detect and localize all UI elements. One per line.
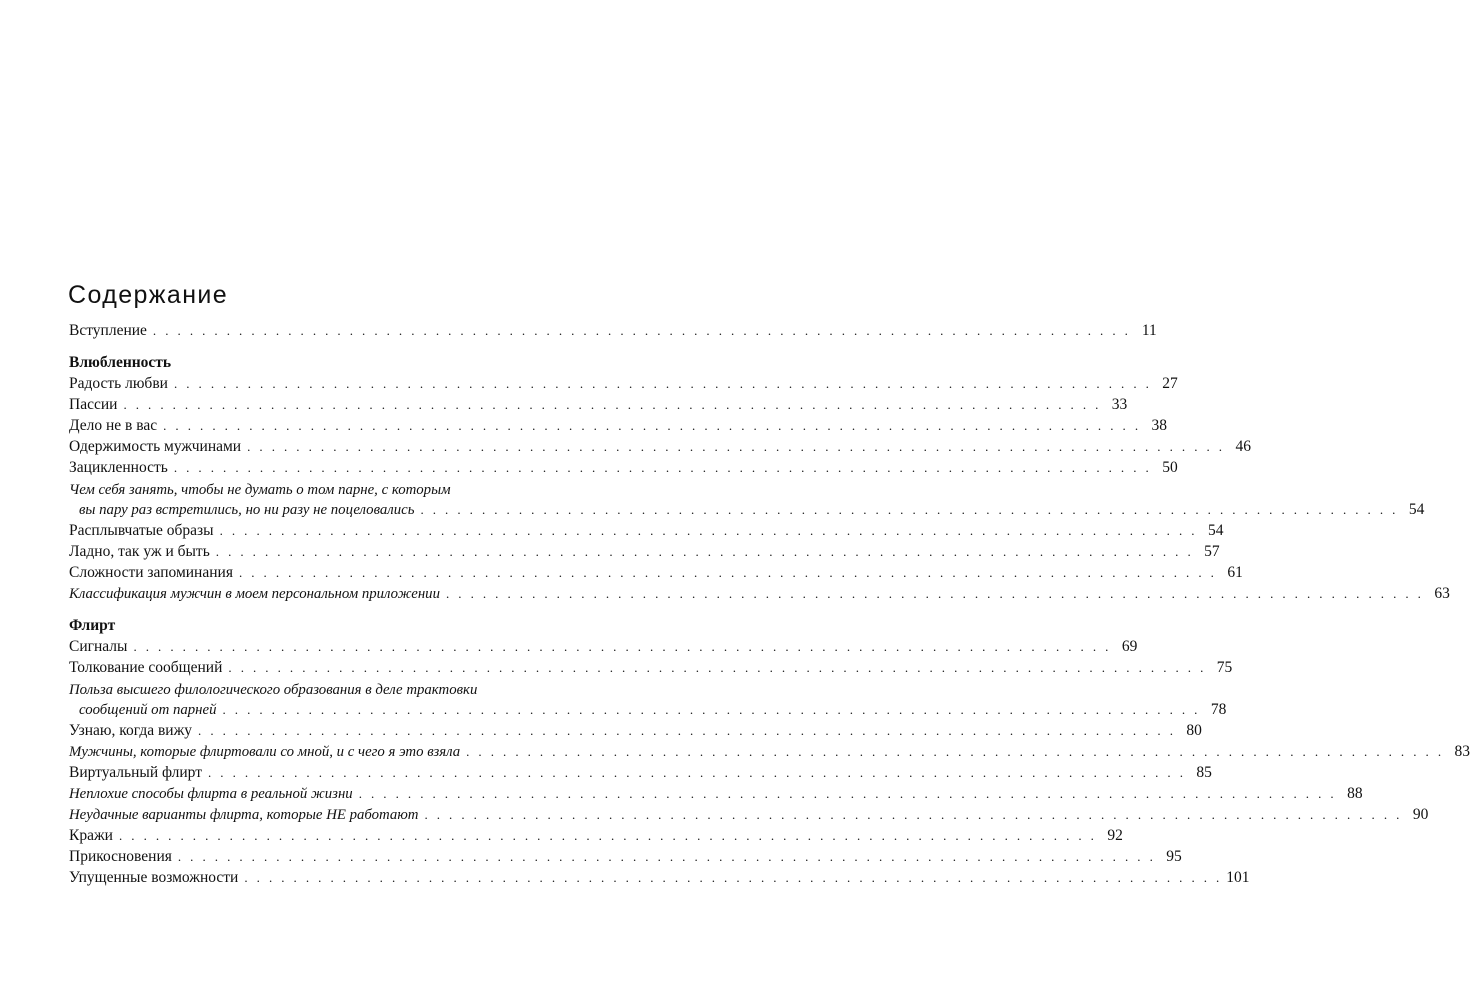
dot-leader: . . . . . . . . . . . . . . . . . . . . . . . . . . . . . . . . . . . . . . . . . . . . . . . . . . . . . . . . . . . . . . . . . . . . . . . . . . . . . . . .	[118, 828, 1097, 843]
toc-entry	[69, 722, 1202, 743]
dot-leader: . . . . . . . . . . . . . . . . . . . . . . . . . . . . . . . . . . . . . . . . . . . . . . . . . . . . . . . . . . . . . . . . . . . . . . . . . . . . . . . .	[466, 744, 1444, 759]
toc-entry	[69, 459, 1178, 480]
toc-entry	[69, 417, 1167, 438]
dot-leader: . . . . . . . . . . . . . . . . . . . . . . . . . . . . . . . . . . . . . . . . . . . . . . . . . . . . . . . . . . . . . . . . . . . . . . . . . . . . . . . .	[358, 786, 1337, 801]
toc-entry	[69, 585, 1450, 606]
toc-entry-label: Зацикленность	[69, 459, 168, 476]
toc-entry-page: 75	[1216, 659, 1233, 676]
dot-leader: . . . . . . . . . . . . . . . . . . . . . . . . . . . . . . . . . . . . . . . . . . . . . . . . . . . . . . . . . . . . . . . . . . . . . . . . . . . . . . . .	[244, 870, 1223, 885]
toc-entry	[69, 322, 1157, 343]
toc-entry-label: Польза высшего филологического образования в деле трактовки	[69, 682, 478, 698]
dot-leader: . . . . . . . . . . . . . . . . . . . . . . . . . . . . . . . . . . . . . . . . . . . . . . . . . . . . . . . . . . . . . . . . . . . . . . . . . . . . . . . .	[424, 807, 1403, 822]
toc-entry-page: 54	[1408, 501, 1425, 518]
table-of-contents	[69, 322, 1470, 890]
toc-entry-label: Виртуальный флирт	[69, 764, 202, 781]
toc-entry	[69, 659, 1233, 680]
toc-entry-label: Расплывчатые образы	[69, 522, 214, 539]
toc-entry-page: 38	[1151, 417, 1167, 434]
toc-entry	[69, 543, 1220, 564]
toc-entry-page: 88	[1347, 785, 1363, 802]
toc-entry	[69, 785, 1363, 806]
toc-entry-page: 54	[1207, 522, 1224, 539]
dot-leader: . . . . . . . . . . . . . . . . . . . . . . . . . . . . . . . . . . . . . . . . . . . . . . . . . . . . . . . . . . . . . . . . . . . . . . . . . . . . . . . .	[173, 376, 1152, 391]
toc-entry-label: Неплохие способы флирта в реальной жизни	[69, 786, 353, 802]
toc-entry-page: 90	[1412, 806, 1429, 823]
toc-entry-label: Радость любви	[69, 375, 168, 392]
toc-entry-label-continued: вы пару раз встретились, но ни разу не поцеловались	[79, 502, 415, 518]
dot-leader: . . . . . . . . . . . . . . . . . . . . . . . . . . . . . . . . . . . . . . . . . . . . . . . . . . . . . . . . . . . . . . . . . . . . . . . . . . . . . . . .	[198, 723, 1176, 738]
toc-entry-label: Чем себя занять, чтобы не думать о том парне, с которым	[69, 482, 451, 498]
toc-entry-page: 57	[1204, 543, 1220, 560]
toc-entry-page: 11	[1141, 322, 1157, 339]
toc-entry-label: Пассии	[69, 396, 118, 413]
toc-entry-label: Сигналы	[69, 638, 128, 655]
dot-leader: . . . . . . . . . . . . . . . . . . . . . . . . . . . . . . . . . . . . . . . . . . . . . . . . . . . . . . . . . . . . . . . . . . . . . . . . . . . . . . . .	[445, 586, 1424, 601]
dot-leader: . . . . . . . . . . . . . . . . . . . . . . . . . . . . . . . . . . . . . . . . . . . . . . . . . . . . . . . . . . . . . . . . . . . . . . . . . . . . . . . .	[152, 323, 1131, 338]
toc-entry-page: 80	[1186, 722, 1202, 739]
toc-entry-label: Ладно, так уж и быть	[69, 543, 210, 560]
dot-leader: . . . . . . . . . . . . . . . . . . . . . . . . . . . . . . . . . . . . . . . . . . . . . . . . . . . . . . . . . . . . . . . . . . . . . . . . . . . . . . . .	[215, 544, 1194, 559]
toc-entry	[69, 806, 1429, 827]
toc-entry-page: 27	[1162, 375, 1178, 392]
toc-entry	[69, 396, 1128, 417]
toc-sections	[69, 353, 1470, 890]
dot-leader: . . . . . . . . . . . . . . . . . . . . . . . . . . . . . . . . . . . . . . . . . . . . . . . . . . . . . . . . . . . . . . . . . . . . . . . . . . . . . . . .	[420, 502, 1399, 517]
toc-entry-line2	[69, 700, 1227, 722]
toc-entry-label: Упущенные возможности	[69, 869, 239, 886]
dot-leader: . . . . . . . . . . . . . . . . . . . . . . . . . . . . . . . . . . . . . . . . . . . . . . . . . . . . . . . . . . . . . . . . . . . . . . . . . . . . . . . .	[238, 565, 1217, 580]
section-heading: Флирт	[69, 617, 116, 634]
toc-entry-label: Мужчины, которые флиртовали со мной, и с чего я это взяла	[69, 744, 461, 760]
toc-entry-page: 101	[1226, 869, 1250, 886]
toc-entry	[69, 564, 1243, 585]
dot-leader: . . . . . . . . . . . . . . . . . . . . . . . . . . . . . . . . . . . . . . . . . . . . . . . . . . . . . . . . . . . . . . . . . . . . . . . . . . . . . . . .	[177, 849, 1156, 864]
toc-entry-label: Неудачные варианты флирта, которые НЕ работают	[69, 807, 419, 823]
toc-entry	[69, 438, 1251, 459]
dot-leader: . . . . . . . . . . . . . . . . . . . . . . . . . . . . . . . . . . . . . . . . . . . . . . . . . . . . . . . . . . . . . . . . . . . . . . . . . . . . . . . .	[123, 397, 1102, 412]
toc-entry-page: 92	[1107, 827, 1123, 844]
toc-entry-page: 85	[1196, 764, 1212, 781]
toc-entry-page: 61	[1227, 564, 1243, 581]
toc-entry-page: 83	[1454, 743, 1470, 760]
toc-entry-label: Кражи	[69, 827, 113, 844]
toc-entry-label: Узнаю, когда вижу	[69, 722, 193, 739]
toc-entry-page: 95	[1166, 848, 1182, 865]
toc-entry-label: Одержимость мужчинами	[69, 438, 242, 455]
toc-entry-label: Вступление	[69, 322, 147, 339]
toc-entry-line2	[69, 500, 1425, 522]
toc-entry	[69, 522, 1224, 543]
dot-leader: . . . . . . . . . . . . . . . . . . . . . . . . . . . . . . . . . . . . . . . . . . . . . . . . . . . . . . . . . . . . . . . . . . . . . . . . . . . . . . . .	[173, 460, 1152, 475]
dot-leader: . . . . . . . . . . . . . . . . . . . . . . . . . . . . . . . . . . . . . . . . . . . . . . . . . . . . . . . . . . . . . . . . . . . . . . . . . . . . . . . .	[219, 523, 1198, 538]
toc-entry-label: Прикосновения	[69, 848, 172, 865]
dot-leader: . . . . . . . . . . . . . . . . . . . . . . . . . . . . . . . . . . . . . . . . . . . . . . . . . . . . . . . . . . . . . . . . . . . . . . . . . . . . . . . .	[247, 439, 1225, 454]
toc-entry	[69, 764, 1212, 785]
toc-entry-page: 33	[1111, 396, 1128, 413]
toc-entry	[69, 869, 1250, 890]
toc-entry	[69, 827, 1123, 848]
toc-entry-label: Дело не в вас	[69, 417, 158, 434]
toc-entry-page: 46	[1235, 438, 1251, 455]
toc-entry-page: 63	[1434, 585, 1450, 602]
toc-entry	[69, 638, 1138, 659]
toc-entry-label-continued: сообщений от парней	[79, 702, 217, 718]
toc-entry-page: 50	[1162, 459, 1178, 476]
toc-entry-label: Классификация мужчин в моем персональном приложении	[69, 586, 440, 602]
toc-entry	[69, 680, 1227, 722]
section-heading: Влюбленность	[69, 354, 172, 371]
toc-entry-label: Толкование сообщений	[69, 659, 223, 676]
toc-entry	[69, 848, 1182, 869]
toc-entry	[69, 480, 1425, 522]
dot-leader: . . . . . . . . . . . . . . . . . . . . . . . . . . . . . . . . . . . . . . . . . . . . . . . . . . . . . . . . . . . . . . . . . . . . . . . . . . . . . . . .	[163, 418, 1141, 433]
dot-leader: . . . . . . . . . . . . . . . . . . . . . . . . . . . . . . . . . . . . . . . . . . . . . . . . . . . . . . . . . . . . . . . . . . . . . . . . . . . . . . . .	[228, 660, 1207, 675]
toc-entry	[69, 375, 1178, 396]
toc-entry-page: 69	[1121, 638, 1138, 655]
toc-entry-page: 78	[1210, 701, 1227, 718]
page-title: Содержание	[68, 281, 229, 309]
dot-leader: . . . . . . . . . . . . . . . . . . . . . . . . . . . . . . . . . . . . . . . . . . . . . . . . . . . . . . . . . . . . . . . . . . . . . . . . . . . . . . . .	[208, 765, 1186, 780]
toc-entry-label: Сложности запоминания	[69, 564, 233, 581]
dot-leader: . . . . . . . . . . . . . . . . . . . . . . . . . . . . . . . . . . . . . . . . . . . . . . . . . . . . . . . . . . . . . . . . . . . . . . . . . . . . . . . .	[133, 639, 1112, 654]
toc-entry	[69, 743, 1470, 764]
dot-leader: . . . . . . . . . . . . . . . . . . . . . . . . . . . . . . . . . . . . . . . . . . . . . . . . . . . . . . . . . . . . . . . . . . . . . . . . . . . . . . . .	[222, 702, 1201, 717]
